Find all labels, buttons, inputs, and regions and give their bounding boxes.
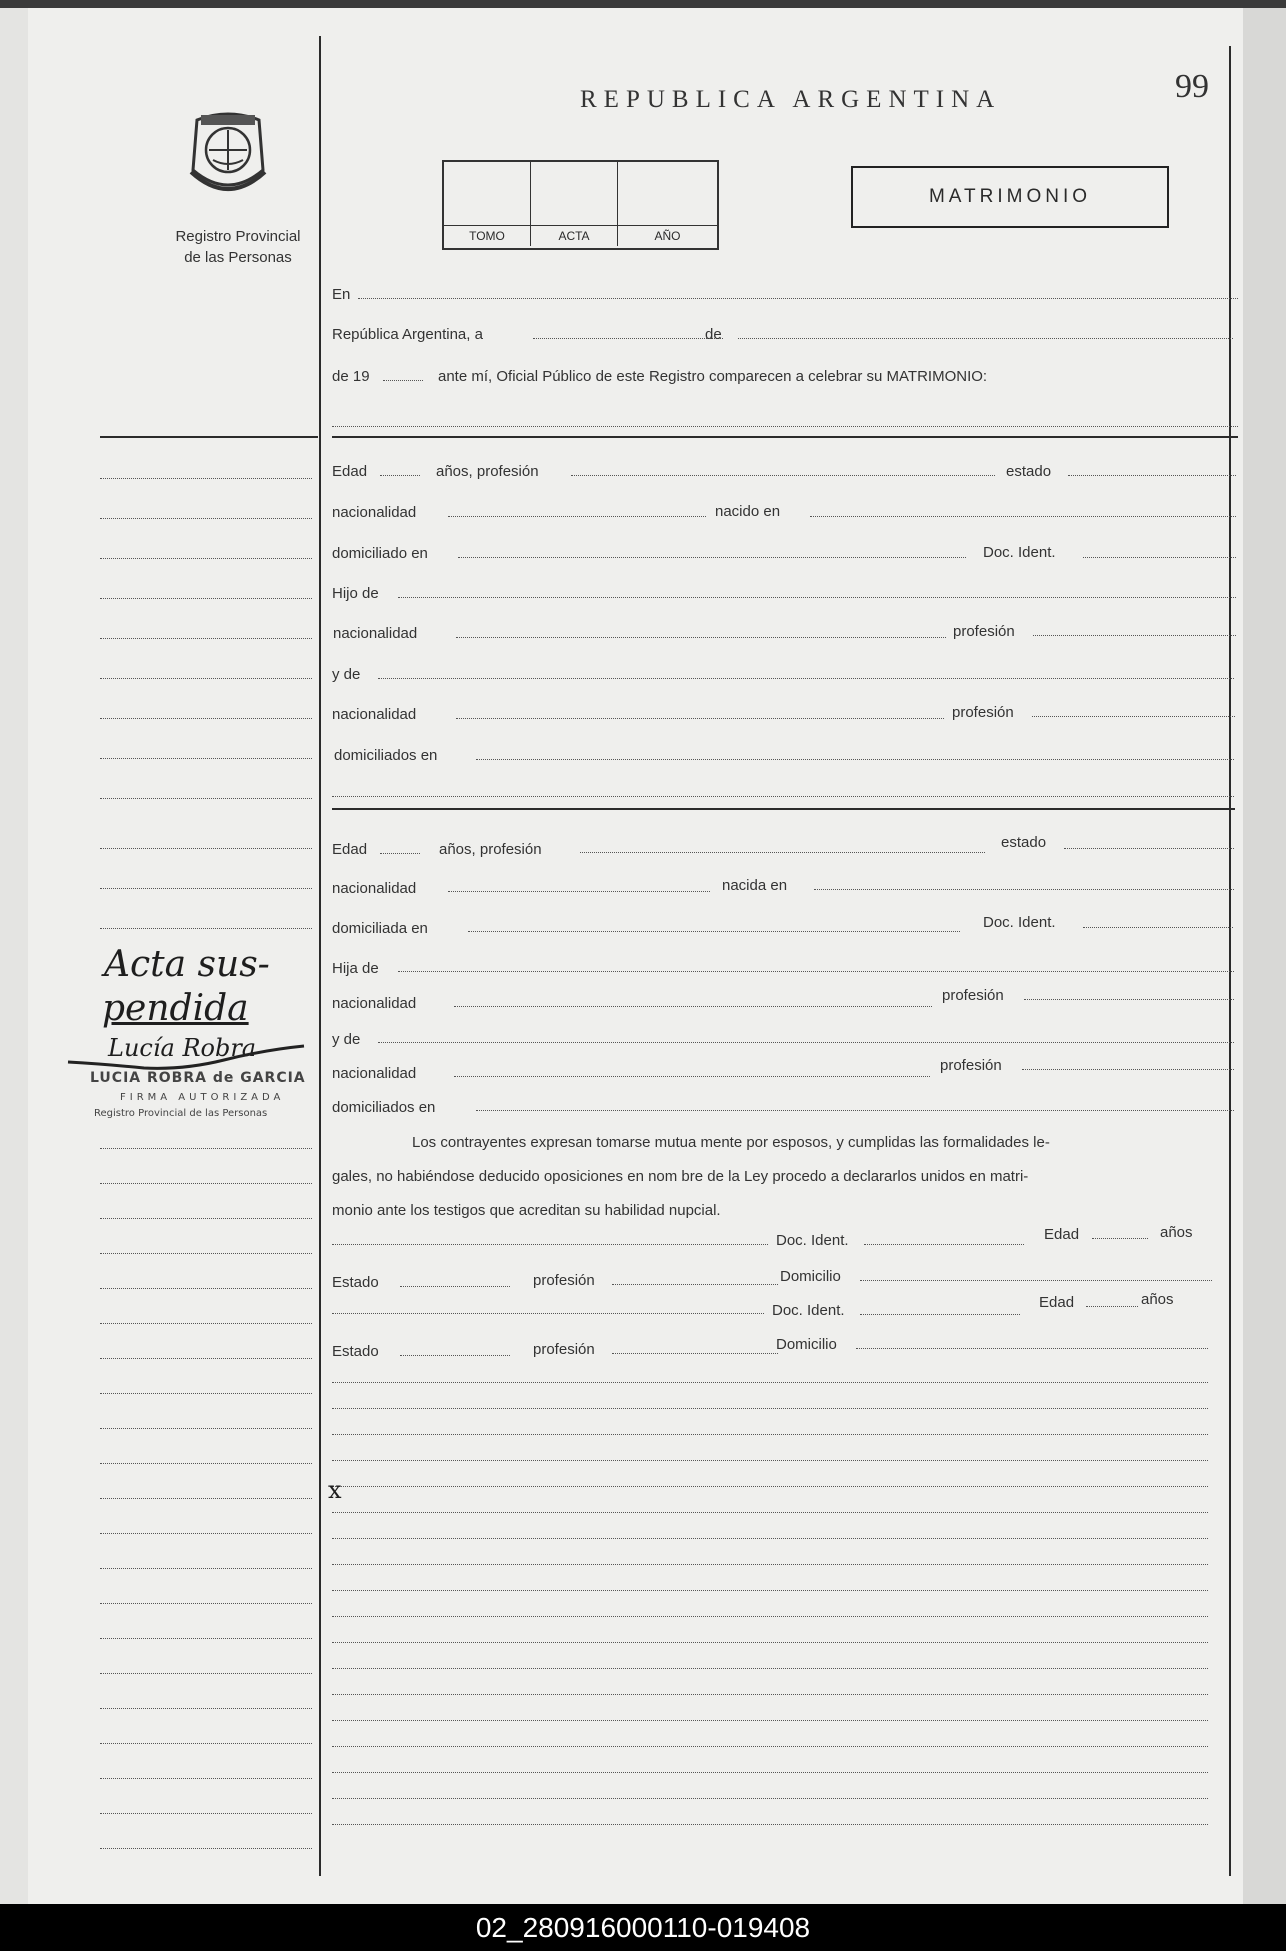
dotted-line: [456, 637, 946, 638]
bride-doc-ident: Doc. Ident.: [983, 914, 1056, 931]
witness2-anos: años: [1141, 1291, 1174, 1308]
dotted-line: [400, 1355, 510, 1356]
registry-label-line2: de las Personas: [184, 249, 292, 266]
scan-id: 02_280916000110-019408: [475, 1912, 811, 1943]
bride-estado: estado: [1001, 834, 1047, 851]
tomo-cell: [444, 162, 531, 246]
dotted-line: [814, 889, 1234, 890]
dotted-line: [580, 852, 985, 853]
dotted-line: [1086, 1306, 1138, 1307]
dotted-line: [860, 1280, 1212, 1281]
stamp-role: FIRMA AUTORIZADA: [120, 1092, 285, 1103]
groom-mother-nacionalidad: nacionalidad: [332, 706, 417, 723]
dotted-line: [332, 426, 1238, 427]
margin-note-line-1: Acta sus-: [104, 944, 270, 985]
dotted-line: [612, 1353, 778, 1354]
dotted-line: [1092, 1238, 1148, 1239]
dotted-line: [1033, 635, 1236, 636]
intro-ante: ante mí, Oficial Público de este Registro comparecen a celebrar su MATRIMONIO:: [438, 368, 988, 385]
record-type-box: [851, 166, 1169, 228]
dotted-line: [1032, 716, 1235, 717]
dotted-line: [400, 1286, 510, 1287]
dotted-line: [1068, 475, 1236, 476]
dotted-line: [448, 516, 706, 517]
witness2-domicilio: Domicilio: [776, 1336, 837, 1353]
dotted-line: [332, 1244, 768, 1245]
dotted-line: [856, 1348, 1208, 1349]
intro-en: En: [332, 286, 351, 303]
signature: Lucía Robra: [108, 1034, 257, 1062]
declaration-line-2: gales, no habiéndose deducido oposiciones en nom bre de la Ley procedo a declararlos unidos en matri-: [332, 1168, 1029, 1185]
groom-domiciliados-en: domiciliados en: [334, 747, 438, 764]
groom-father-nacionalidad: nacionalidad: [333, 625, 418, 642]
dotted-line: [458, 557, 966, 558]
dotted-line: [738, 338, 1233, 339]
dotted-line: [1024, 999, 1234, 1000]
margin-rule: [100, 436, 318, 438]
declaration-line-3: monio ante los testigos que acreditan su habilidad nupcial.: [332, 1202, 721, 1219]
stamp-name: LUCIA ROBRA de GARCIA: [90, 1070, 306, 1086]
groom-estado: estado: [1006, 463, 1052, 480]
witness2-doc-ident: Doc. Ident.: [772, 1302, 845, 1319]
provincial-seal-icon: [183, 110, 273, 206]
bride-anos-profesion: años, profesión: [439, 841, 542, 858]
dotted-line: [378, 1042, 1234, 1043]
ano-cell: [618, 162, 717, 246]
record-type: MATRIMONIO: [928, 186, 1092, 207]
bride-mother-profesion: profesión: [940, 1057, 1002, 1074]
dotted-line: [468, 931, 960, 932]
dotted-line: [533, 338, 723, 339]
bride-domiciliados-en: domiciliados en: [332, 1099, 436, 1116]
dotted-line: [383, 380, 423, 381]
bride-mother-nacionalidad: nacionalidad: [332, 1065, 417, 1082]
tomo-acta-ano-box: [442, 160, 719, 250]
groom-edad: Edad: [332, 463, 368, 480]
dotted-line: [398, 971, 1234, 972]
groom-nacionalidad: nacionalidad: [332, 504, 417, 521]
stamp-office: Registro Provincial de las Personas: [94, 1108, 268, 1119]
dotted-line: [380, 853, 420, 854]
witness1-anos: años: [1160, 1224, 1193, 1241]
declaration-line-1: Los contrayentes expresan tomarse mutua mente por esposos, y cumplidas las formalidades le-: [412, 1134, 1050, 1151]
dotted-line: [476, 1110, 1234, 1111]
ano-label: AÑO: [654, 229, 681, 243]
bride-father-profesion: profesión: [942, 987, 1004, 1004]
bride-nacida-en: nacida en: [722, 877, 788, 894]
section-rule-bride: [332, 808, 1235, 810]
witness1-doc-ident: Doc. Ident.: [776, 1232, 849, 1249]
dotted-line: [454, 1006, 932, 1007]
groom-doc-ident: Doc. Ident.: [983, 544, 1056, 561]
acta-cell: [531, 162, 618, 246]
dotted-line: [378, 678, 1234, 679]
groom-mother-profesion: profesión: [952, 704, 1014, 721]
registry-label-line1: Registro Provincial: [175, 228, 301, 245]
witness1-domicilio: Domicilio: [780, 1268, 841, 1285]
dotted-line: [571, 475, 995, 476]
intro-de19: de 19: [332, 368, 370, 385]
acta-label: ACTA: [558, 229, 590, 243]
intro-de: de: [705, 326, 722, 343]
dotted-line: [448, 891, 710, 892]
document-page: [28, 8, 1243, 1904]
page-right-edge: [1242, 8, 1286, 1904]
dotted-line: [1064, 848, 1234, 849]
dotted-line: [332, 1313, 764, 1314]
dotted-line: [612, 1284, 778, 1285]
bride-hija-de: Hija de: [332, 960, 379, 977]
bride-domiciliada-en: domiciliada en: [332, 920, 428, 937]
groom-hijo-de: Hijo de: [332, 585, 379, 602]
dotted-line: [476, 759, 1234, 760]
groom-anos-profesion: años, profesión: [436, 463, 539, 480]
registry-label: [138, 226, 338, 268]
witness1-profesion: profesión: [533, 1272, 595, 1289]
witness2-profesion: profesión: [533, 1341, 595, 1358]
margin-divider: [319, 36, 321, 1876]
tomo-label: TOMO: [469, 229, 505, 243]
witness2-edad: Edad: [1039, 1294, 1075, 1311]
groom-nacido-en: nacido en: [715, 503, 781, 520]
dotted-line: [1083, 557, 1236, 558]
dotted-line: [860, 1314, 1020, 1315]
dotted-line: [380, 475, 420, 476]
witness1-edad: Edad: [1044, 1226, 1080, 1243]
groom-domiciliado-en: domiciliado en: [332, 545, 428, 562]
bride-edad: Edad: [332, 841, 368, 858]
page-left-edge: [0, 8, 30, 1904]
x-mark: x: [328, 1476, 342, 1504]
margin-note-line-2: pendida: [102, 988, 249, 1029]
dotted-line: [358, 298, 1238, 299]
bride-father-nacionalidad: nacionalidad: [332, 995, 417, 1012]
intro-republica: República Argentina, a: [332, 326, 483, 343]
witness2-estado: Estado: [332, 1343, 379, 1360]
scan-footer: [0, 1904, 1286, 1951]
dotted-line: [810, 516, 1236, 517]
right-border: [1229, 46, 1231, 1876]
dotted-line: [456, 718, 944, 719]
bride-nacionalidad: nacionalidad: [332, 880, 417, 897]
dotted-line: [454, 1076, 930, 1077]
dotted-line: [1022, 1069, 1234, 1070]
groom-y-de: y de: [332, 666, 361, 683]
bride-y-de: y de: [332, 1031, 361, 1048]
dotted-line: [864, 1244, 1024, 1245]
groom-father-profesion: profesión: [953, 623, 1015, 640]
dotted-line: [332, 796, 1234, 797]
witness1-estado: Estado: [332, 1274, 379, 1291]
dotted-line: [398, 597, 1236, 598]
dotted-line: [1083, 927, 1233, 928]
page-number: 99: [1175, 68, 1209, 105]
country-title: REPUBLICA ARGENTINA: [580, 86, 1002, 113]
section-rule-groom: [332, 436, 1238, 438]
